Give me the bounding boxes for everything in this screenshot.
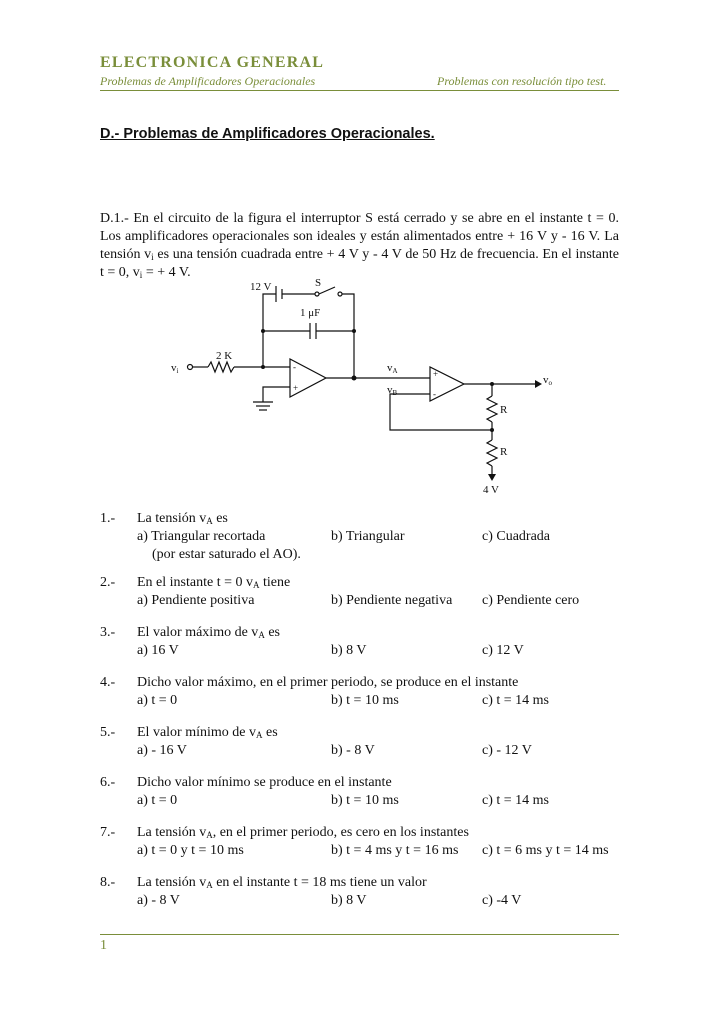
label-supply: 4 V bbox=[483, 484, 499, 496]
node-dot-output bbox=[490, 382, 494, 386]
option-b[interactable]: b) t = 10 ms bbox=[331, 793, 399, 808]
option-c[interactable]: c) - 12 V bbox=[482, 743, 532, 758]
option-b[interactable]: b) - 8 V bbox=[331, 743, 375, 758]
switch-terminal-right bbox=[338, 292, 342, 296]
option-c[interactable]: c) -4 V bbox=[482, 893, 522, 908]
label-opamp1-minus: - bbox=[293, 362, 296, 372]
option-c[interactable]: c) Cuadrada bbox=[482, 529, 551, 544]
output-arrow bbox=[535, 380, 542, 388]
label-battery: 12 V bbox=[250, 281, 272, 293]
stem-pre: La tensión v bbox=[137, 875, 207, 890]
section-title: D.- Problemas de Amplificadores Operacionales. bbox=[100, 126, 435, 142]
question-stem bbox=[137, 824, 469, 842]
label-input-sub: i bbox=[176, 367, 179, 375]
header-left-subtitle: Problemas de Amplificadores Operacionales bbox=[100, 74, 316, 88]
option-a[interactable]: a) 16 V bbox=[137, 643, 179, 658]
resistor-r1 bbox=[487, 396, 497, 422]
wire-opamp1-plus bbox=[263, 387, 290, 402]
label-node-b-v: v bbox=[387, 384, 393, 396]
stem-post: es bbox=[212, 511, 228, 526]
switch-blade bbox=[319, 287, 335, 294]
option-c[interactable]: c) t = 6 ms y t = 14 ms bbox=[482, 843, 609, 858]
stem-pre: Dicho valor mínimo se produce en el instante bbox=[137, 775, 392, 790]
label-opamp2-plus: + bbox=[433, 369, 439, 379]
option-b[interactable]: b) Pendiente negativa bbox=[331, 593, 453, 608]
question-stem bbox=[137, 624, 280, 642]
label-input bbox=[171, 362, 179, 375]
option-a[interactable]: a) t = 0 bbox=[137, 693, 178, 708]
label-capacitor: 1 μF bbox=[300, 307, 321, 319]
question-number: 8.- bbox=[100, 875, 116, 890]
switch-terminal-left bbox=[315, 292, 319, 296]
option-a[interactable]: a) - 8 V bbox=[137, 893, 180, 908]
label-output-v: v bbox=[543, 374, 549, 386]
header-right-subtitle: Problemas con resolución tipo test. bbox=[437, 74, 607, 88]
question-3 bbox=[100, 624, 630, 660]
intro-text-3: = + 4 V. bbox=[142, 265, 191, 280]
question-8 bbox=[100, 874, 630, 910]
question-number: 7.- bbox=[100, 825, 116, 840]
resistor-r2 bbox=[487, 440, 497, 466]
label-r2: R bbox=[500, 446, 508, 458]
label-switch: S bbox=[315, 277, 322, 289]
label-output bbox=[543, 374, 553, 387]
question-stem bbox=[137, 774, 392, 792]
label-node-a bbox=[387, 362, 398, 375]
option-a[interactable]: a) - 16 V bbox=[137, 743, 187, 758]
label-output-sub: o bbox=[548, 379, 552, 387]
question-number: 5.- bbox=[100, 725, 116, 740]
option-a[interactable]: a) Triangular recortada bbox=[137, 529, 266, 544]
question-number: 1.- bbox=[100, 511, 116, 526]
option-a[interactable]: a) t = 0 bbox=[137, 793, 178, 808]
question-2 bbox=[100, 574, 630, 610]
question-number: 3.- bbox=[100, 625, 116, 640]
footer-divider bbox=[100, 934, 619, 935]
problem-statement bbox=[100, 210, 619, 282]
header-title: ELECTRONICA GENERAL bbox=[100, 54, 325, 71]
option-b[interactable]: b) 8 V bbox=[331, 643, 367, 658]
question-stem bbox=[137, 724, 278, 742]
label-opamp1-plus: + bbox=[293, 383, 299, 393]
node-dot-cap-right bbox=[352, 329, 356, 333]
stem-pre: La tensión v bbox=[137, 511, 207, 526]
stem-sub: A bbox=[255, 730, 263, 740]
intro-sub-2: i bbox=[139, 270, 143, 280]
stem-pre: Dicho valor máximo, en el primer periodo, se produce en el instante bbox=[137, 675, 519, 690]
label-node-b-sub: B bbox=[392, 389, 398, 397]
question-1 bbox=[100, 510, 630, 564]
stem-sub: A bbox=[206, 830, 213, 840]
option-c[interactable]: c) 12 V bbox=[482, 643, 524, 658]
stem-sub: A bbox=[258, 630, 265, 640]
question-stem bbox=[137, 510, 228, 528]
label-r1: R bbox=[500, 404, 508, 416]
option-c[interactable]: c) t = 14 ms bbox=[482, 693, 549, 708]
question-number: 4.- bbox=[100, 675, 116, 690]
label-input-v: v bbox=[171, 362, 177, 374]
option-a-note: (por estar saturado el AO). bbox=[152, 547, 301, 562]
intro-text-2: es una tensión cuadrada entre + 4 V y - 4 V de 50 Hz de frecuencia. En el instante t = 0, v bbox=[100, 247, 619, 280]
node-dot-a bbox=[352, 376, 357, 381]
label-resistor-input: 2 K bbox=[216, 350, 233, 362]
node-dot-cap-left bbox=[261, 329, 265, 333]
option-b[interactable]: b) 8 V bbox=[331, 893, 367, 908]
label-node-a-sub: A bbox=[392, 367, 398, 375]
intro-text-1: D.1.- En el circuito de la figura el interruptor S está cerrado y se abre en el instante t = 0. Los amplificadores operacionales son ideales y están alimentados entre + 16 V y - 16 V. La tensión v bbox=[100, 211, 619, 262]
stem-post: tiene bbox=[259, 575, 291, 590]
stem-post: , en el primer periodo, es cero en los instantes bbox=[212, 825, 469, 840]
stem-sub: A bbox=[206, 516, 213, 526]
intro-sub-1: i bbox=[151, 252, 154, 262]
label-node-a-v: v bbox=[387, 362, 393, 374]
wire-vb-feedback bbox=[390, 394, 492, 430]
stem-pre: El valor mínimo de v bbox=[137, 725, 256, 740]
wire-top-right bbox=[342, 294, 354, 378]
stem-pre: El valor máximo de v bbox=[137, 625, 259, 640]
stem-post: es bbox=[264, 625, 280, 640]
question-5 bbox=[100, 724, 630, 760]
input-terminal bbox=[188, 365, 193, 370]
stem-sub: A bbox=[253, 580, 260, 590]
circuit-diagram bbox=[150, 274, 570, 499]
stem-post: en el instante t = 18 ms tiene un valor bbox=[212, 875, 427, 890]
option-c[interactable]: c) Pendiente cero bbox=[482, 593, 580, 608]
question-stem bbox=[137, 574, 290, 592]
node-dot-r-mid bbox=[490, 428, 494, 432]
stem-post: es bbox=[262, 725, 278, 740]
option-b[interactable]: b) Triangular bbox=[331, 529, 405, 544]
question-number: 6.- bbox=[100, 775, 116, 790]
supply-arrow bbox=[488, 474, 496, 481]
option-a[interactable]: a) Pendiente positiva bbox=[137, 593, 255, 608]
label-node-b bbox=[387, 384, 398, 397]
question-stem bbox=[137, 874, 427, 892]
question-stem bbox=[137, 674, 518, 692]
option-c[interactable]: c) t = 14 ms bbox=[482, 793, 549, 808]
node-dot-feedback-in bbox=[261, 365, 265, 369]
option-b[interactable]: b) t = 10 ms bbox=[331, 693, 399, 708]
label-opamp2-minus: - bbox=[433, 389, 436, 399]
stem-pre: La tensión v bbox=[137, 825, 207, 840]
option-a[interactable]: a) t = 0 y t = 10 ms bbox=[137, 843, 244, 858]
question-number: 2.- bbox=[100, 575, 116, 590]
resistor-input bbox=[208, 362, 234, 372]
header-divider bbox=[100, 90, 619, 91]
stem-sub: A bbox=[206, 880, 213, 890]
page-number: 1 bbox=[100, 938, 107, 953]
question-6 bbox=[100, 774, 630, 810]
stem-pre: En el instante t = 0 v bbox=[137, 575, 253, 590]
option-b[interactable]: b) t = 4 ms y t = 16 ms bbox=[331, 843, 459, 858]
question-4 bbox=[100, 674, 630, 710]
question-7 bbox=[100, 824, 630, 860]
